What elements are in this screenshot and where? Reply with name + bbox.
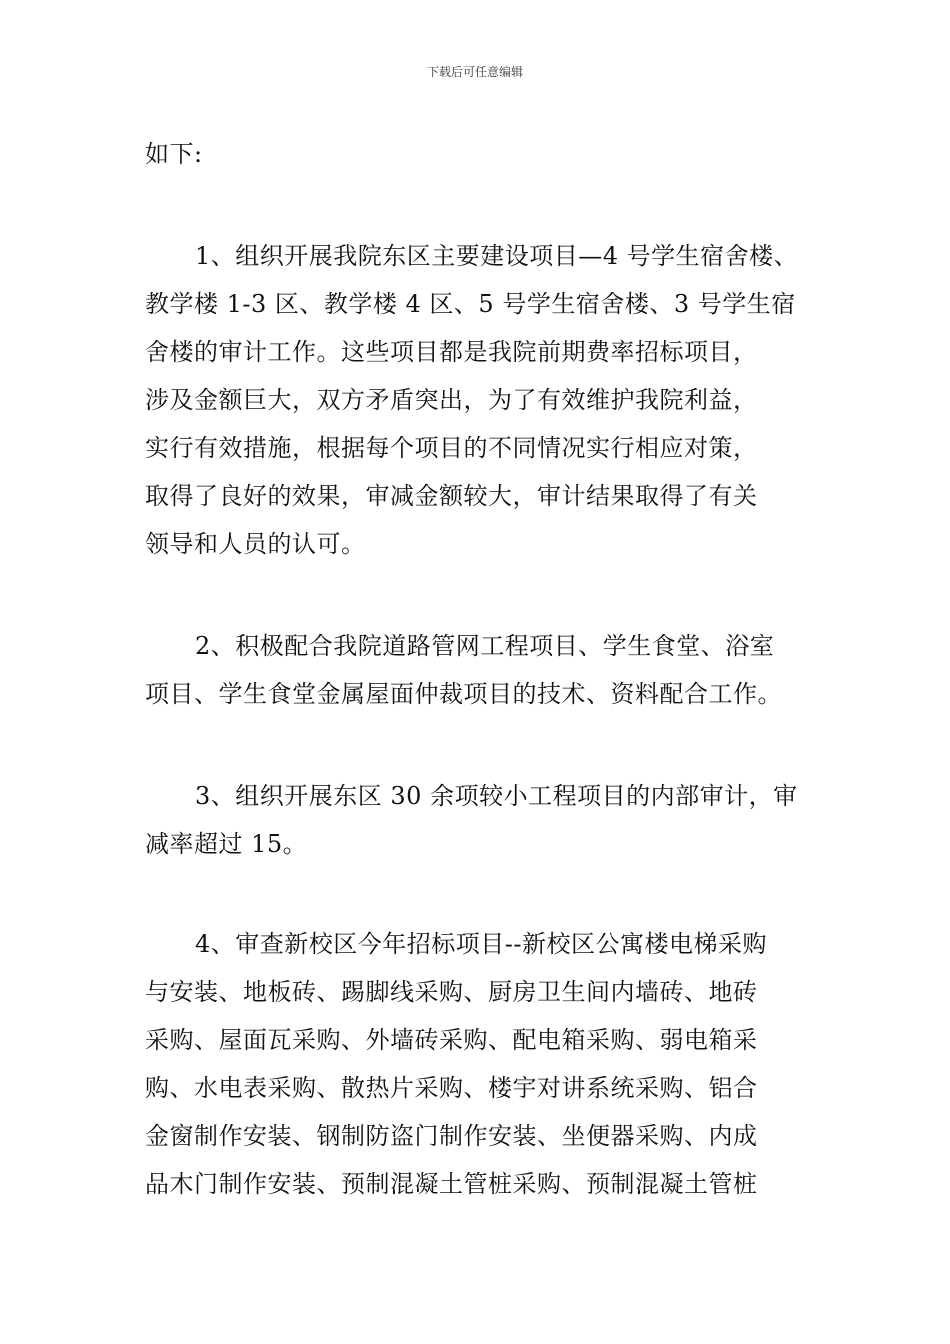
paragraph-line: 4、审查新校区今年招标项目--新校区公寓楼电梯采购: [195, 930, 767, 958]
paragraph-line: 2、积极配合我院道路管网工程项目、学生食堂、浴室: [195, 632, 775, 660]
paragraph-line: 实行有效措施，根据每个项目的不同情况实行相应对策，: [145, 434, 758, 462]
paragraph-line: 领导和人员的认可。: [145, 530, 366, 558]
paragraph-line: 品木门制作安装、预制混凝土管桩采购、预制混凝土管桩: [145, 1170, 758, 1198]
paragraph-4: [145, 920, 815, 1208]
paragraph-line: 项目、学生食堂金属屋面仲裁项目的技术、资料配合工作。: [145, 680, 782, 708]
document-body: [145, 130, 815, 1208]
paragraph-line: 1、组织开展我院东区主要建设项目—4 号学生宿舍楼、: [195, 242, 799, 270]
paragraph-line: 涉及金额巨大，双方矛盾突出，为了有效维护我院利益，: [145, 386, 758, 414]
paragraph-line: 减率超过 15。: [145, 830, 308, 858]
paragraph-gap: [145, 178, 815, 232]
paragraph-gap: [145, 718, 815, 772]
paragraph-gap: [145, 868, 815, 920]
paragraph-gap: [145, 568, 815, 622]
intro-text: 如下:: [145, 140, 203, 168]
paragraph-line: 取得了良好的效果，审减金额较大，审计结果取得了有关: [145, 482, 758, 510]
page-header: 下载后可任意编辑: [426, 65, 523, 79]
paragraph-3: [145, 772, 815, 868]
paragraph-line: 舍楼的审计工作。这些项目都是我院前期费率招标项目，: [145, 338, 758, 366]
paragraph-line: 金窗制作安装、钢制防盗门制作安装、坐便器采购、内成: [145, 1122, 758, 1150]
paragraph-2: [145, 622, 815, 718]
paragraph-1: [145, 232, 815, 568]
paragraph-line: 教学楼 1-3 区、教学楼 4 区、5 号学生宿舍楼、3 号学生宿: [145, 290, 796, 318]
paragraph-line: 购、水电表采购、散热片采购、楼宇对讲系统采购、铝合: [145, 1074, 758, 1102]
paragraph-line: 与安装、地板砖、踢脚线采购、厨房卫生间内墙砖、地砖: [145, 978, 758, 1006]
paragraph-line: 采购、屋面瓦采购、外墙砖采购、配电箱采购、弱电箱采: [145, 1026, 758, 1054]
paragraph-line: 3、组织开展东区 30 余项较小工程项目的内部审计，审: [195, 782, 798, 810]
